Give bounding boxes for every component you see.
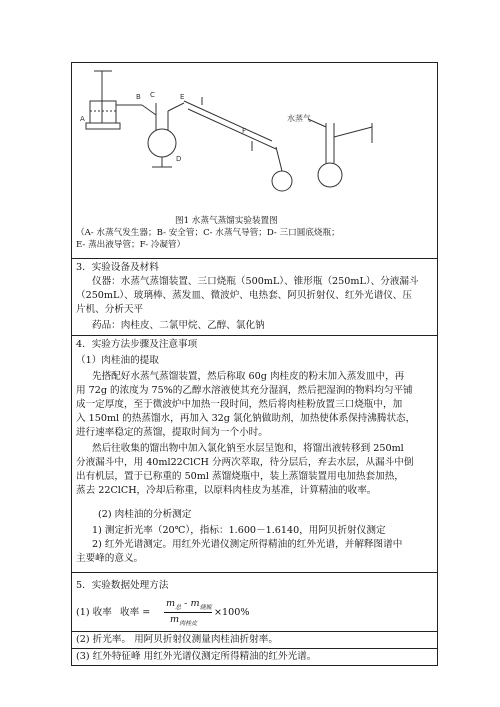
label-f: F	[242, 127, 247, 135]
label-d: D	[176, 155, 182, 163]
para1-line-2: 用 72g 的浓度为 75%的乙醇水溶液使其充分湿润，然后把湿润的物料均匀平铺	[76, 385, 413, 396]
analysis-item-1: 1) 测定折光率（20℃），指标：1.600－1.6140，用阿贝折射仪测定	[92, 525, 386, 536]
label-b: B	[136, 93, 141, 101]
section3-row	[72, 259, 437, 336]
label-e: E	[180, 93, 185, 101]
figure-legend-line1: （A- 水蒸气发生器；B- 安全管；C- 水蒸气导管；D- 三口圆底烧瓶；	[76, 228, 340, 238]
figure-row	[72, 63, 437, 259]
section3-heading: 3．实验设备及材料	[76, 262, 159, 273]
section5-heading: 5．实验数据处理方法	[76, 580, 169, 591]
yield-times: ×100%	[214, 607, 250, 618]
label-c: C	[150, 91, 155, 99]
figure-legend-line2: E- 蒸出液导管；F- 冷凝管）	[76, 240, 186, 250]
yield-numerator: $m_总 - m_{烧瓶}$	[166, 598, 212, 611]
figure-caption: 图1 水蒸气蒸馏实验装置图	[175, 216, 278, 226]
para1-line-3: 成一定厚度，至于微波炉中加热一段时间，然后将肉桂粉放置三口烧瓶中，加	[76, 399, 403, 410]
section4-row	[72, 336, 437, 573]
para1-line-4: 入 150ml 的热蒸馏水，再加入 32g 氯化钠做助剂，加热使体系保持沸腾状态，	[76, 413, 416, 424]
ir-line: (3) 红外特征峰 用红外光谱仪测定所得精油的红外光谱。	[76, 651, 317, 662]
label-a: A	[80, 115, 85, 123]
para2-line-2: 分液漏斗中，用 40ml22ClCH 分两次萃取，待分层后，弃去水层，从漏斗中倒	[76, 457, 414, 468]
reagents-line: 药品：肉桂皮、二氯甲烷、乙醇、氯化钠	[92, 320, 265, 331]
yield-word: 收率 =	[120, 607, 151, 618]
instruments-line-3: 片机、分析天平	[76, 304, 144, 315]
divider-2	[72, 648, 437, 649]
divider-1	[72, 631, 437, 632]
steam-distillation-apparatus	[72, 63, 437, 213]
analysis-item-2-line-1: 2) 红外光谱测定。用红外光谱仪测定所得精油的红外光谱，并解释图谱中	[92, 539, 403, 550]
yield-formula	[76, 597, 376, 629]
label-steam: 水蒸气	[287, 114, 311, 123]
para2-line-3: 出有机层，置于已称重的 50ml 蒸馏烧瓶中，装上蒸馏装置用电加热套加热，	[76, 471, 404, 482]
yield-denominator: $m_{肉桂皮}$	[170, 614, 198, 627]
para1-line-1: 先搭配好水蒸气蒸馏装置，然后称取 60g 肉桂皮的粉末加入蒸发皿中，再	[92, 371, 405, 382]
analysis-item-2-line-2: 主要峰的意义。	[76, 553, 144, 564]
para2-line-1: 然后往收集的馏出物中加入氯化钠至水层呈饱和，将馏出液转移到 250ml	[92, 443, 404, 454]
report-sheet	[71, 62, 438, 666]
refraction-line: (2) 折光率。 用阿贝折射仪测量肉桂油折射率。	[76, 634, 278, 645]
analysis-subtitle: (2) 肉桂油的分析测定	[98, 509, 192, 520]
section5-row	[72, 573, 437, 665]
para1-line-5: 进行速率稳定的蒸馏，提取时间为一个小时。	[76, 427, 268, 438]
section4-heading: 4．实验方法步骤及注意事项	[76, 339, 198, 350]
instruments-line-2: （250mL）、玻璃棒、蒸发皿、微波炉、电热套、阿贝折射仪、红外光谱仪、压	[76, 290, 412, 301]
yield-label: (1) 收率	[76, 607, 112, 618]
para2-line-4: 蒸去 22ClCH，冷却后称重，以原料肉桂皮为基准，计算精油的收率。	[76, 485, 377, 496]
extraction-subtitle: （1）肉桂油的提取	[76, 355, 159, 366]
instruments-line-1: 仪器：水蒸气蒸馏装置、三口烧瓶（500mL）、锥形瓶（250mL）、分液漏斗	[92, 276, 419, 287]
